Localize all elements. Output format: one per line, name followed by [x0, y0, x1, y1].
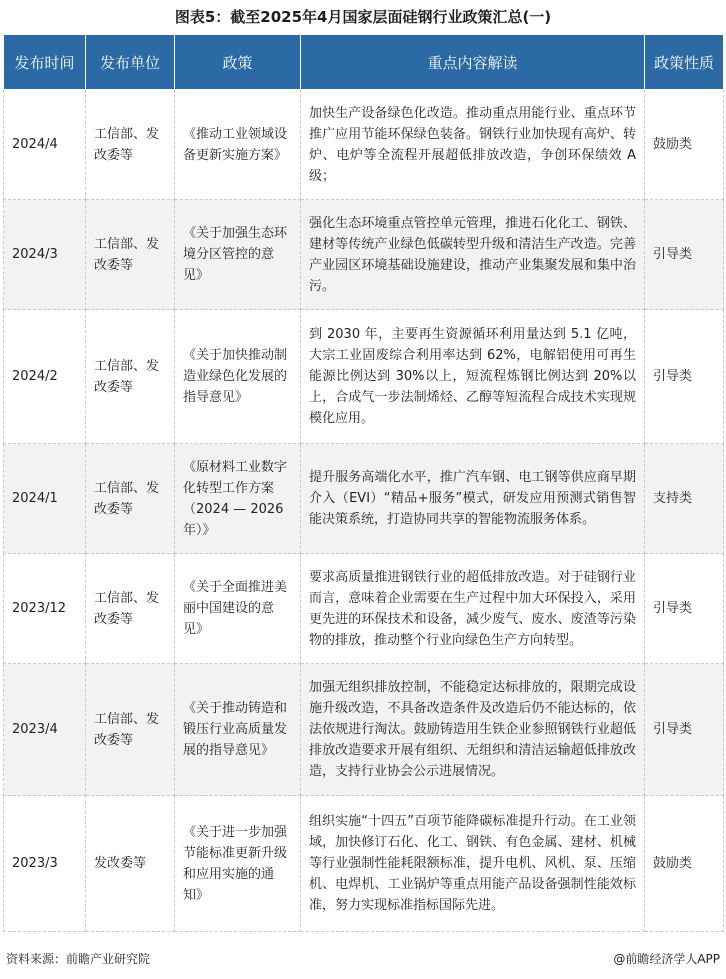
cell-content: 到 2030 年，主要再生资源循环利用量达到 5.1 亿吨，大宗工业固废综合利用率达到 62%，电解铝使用可再生能源比例达到 30%以上，短流程炼钢比例达到 20%以上，合成气一步法制烯烃、乙醇等短流程合成技术实现规模化应用。	[301, 310, 645, 444]
cell-time: 2023/4	[4, 664, 86, 796]
cell-content: 组织实施“十四五”百项节能降碳标准提升行动。在工业领域，加快修订石化、化工、钢铁、有色金属、建材、机械等行业强制性能耗限额标准，提升电机、风机、泵、压缩机、电焊机、工业锅炉等重点用能产品设备强制性能效标准，努力实现标准指标国际先进。	[301, 796, 645, 932]
cell-policy: 《关于进一步加强节能标准更新升级和应用实施的通知》	[175, 796, 301, 932]
cell-nature: 引导类	[645, 310, 724, 444]
cell-time: 2024/4	[4, 90, 86, 200]
cell-time: 2024/3	[4, 200, 86, 310]
cell-nature: 引导类	[645, 664, 724, 796]
cell-policy: 《关于推动铸造和锻压行业高质量发展的指导意见》	[175, 664, 301, 796]
table-row	[4, 554, 724, 664]
cell-content: 加快生产设备绿色化改造。推动重点用能行业、重点环节推广应用节能环保绿色装备。钢铁行业加快现有高炉、转炉、电炉等全流程开展超低排放改造，争创环保绩效 A 级；	[301, 90, 645, 200]
cell-policy: 《关于全面推进美丽中国建设的意见》	[175, 554, 301, 664]
figure-title: 图表5：截至2025年4月国家层面硅钢行业政策汇总(一)	[174, 8, 552, 26]
cell-unit: 工信部、发改委等	[86, 664, 175, 796]
source-note: 资料来源：前瞻产业研究院	[6, 952, 151, 966]
cell-unit: 发改委等	[86, 796, 175, 932]
cell-unit: 工信部、发改委等	[86, 310, 175, 444]
cell-content: 提升服务高端化水平，推广汽车钢、电工钢等供应商早期介入（EVI）“精品+服务”模式，研发应用预测式销售智能决策系统，打造协同共享的智能物流服务体系。	[301, 444, 645, 554]
cell-unit: 工信部、发改委等	[86, 444, 175, 554]
table-row	[4, 796, 724, 932]
cell-time: 2024/1	[4, 444, 86, 554]
cell-unit: 工信部、发改委等	[86, 200, 175, 310]
table-header-row	[4, 35, 724, 90]
cell-policy: 《关于加强生态环境分区管控的意见》	[175, 200, 301, 310]
brand-credit: @前瞻经济学人APP	[613, 952, 720, 966]
cell-unit: 工信部、发改委等	[86, 554, 175, 664]
table-row	[4, 664, 724, 796]
table-row	[4, 310, 724, 444]
cell-nature: 引导类	[645, 554, 724, 664]
cell-nature: 引导类	[645, 200, 724, 310]
cell-content: 要求高质量推进钢铁行业的超低排放改造。对于硅钢行业而言，意味着企业需要在生产过程中加大环保投入，采用更先进的环保技术和设备，减少废气、废水、废渣等污染物的排放，推动整个行业向绿色生产方向转型。	[301, 554, 645, 664]
table-row	[4, 444, 724, 554]
header-policy: 政策	[175, 35, 301, 90]
header-nature: 政策性质	[645, 35, 724, 90]
header-content: 重点内容解读	[301, 35, 645, 90]
cell-nature: 支持类	[645, 444, 724, 554]
cell-time: 2024/2	[4, 310, 86, 444]
cell-policy: 《推动工业领域设备更新实施方案》	[175, 90, 301, 200]
table-row	[4, 200, 724, 310]
cell-content: 加强无组织排放控制，不能稳定达标排放的，限期完成设施升级改造，不具备改造条件及改造后仍不能达标的，依法依规进行淘汰。鼓励铸造用生铁企业参照钢铁行业超低排放改造要求开展有组织、无组织和清洁运输超低排放改造，支持行业协会公示进展情况。	[301, 664, 645, 796]
cell-unit: 工信部、发改委等	[86, 90, 175, 200]
table-row	[4, 90, 724, 200]
footer	[6, 950, 720, 970]
policy-table	[3, 34, 724, 932]
header-unit: 发布单位	[86, 35, 175, 90]
cell-policy: 《关于加快推动制造业绿色化发展的指导意见》	[175, 310, 301, 444]
cell-nature: 鼓励类	[645, 90, 724, 200]
cell-content: 强化生态环境重点管控单元管理，推进石化化工、钢铁、建材等传统产业绿色低碳转型升级和清洁生产改造。完善产业园区环境基础设施建设，推动产业集聚发展和集中治污。	[301, 200, 645, 310]
cell-policy: 《原材料工业数字化转型工作方案（2024 — 2026年）》	[175, 444, 301, 554]
cell-time: 2023/12	[4, 554, 86, 664]
cell-time: 2023/3	[4, 796, 86, 932]
cell-nature: 鼓励类	[645, 796, 724, 932]
header-time: 发布时间	[4, 35, 86, 90]
